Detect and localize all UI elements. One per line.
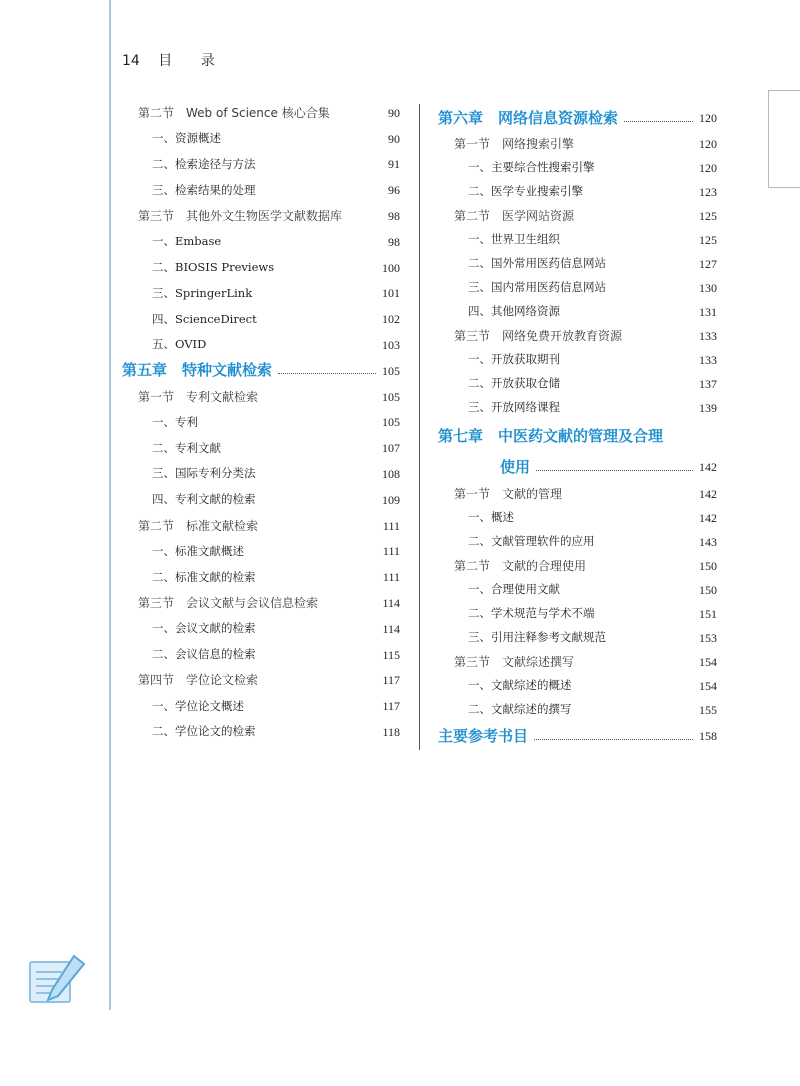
toc-entry-title: 二、BIOSIS Previews [152,259,275,274]
leader-dots [278,373,376,374]
toc-entry-title: 一、合理使用文献 [468,582,560,597]
toc-page-number: 131 [699,305,717,319]
toc-entry-title: 第二节 医学网站资源 [454,209,575,223]
toc-entry [438,674,717,698]
toc-page-number: 105 [382,415,400,430]
toc-entry-title: 使用 [500,457,531,476]
toc-entry-title: 一、专利 [152,414,198,429]
toc-entry [438,104,717,132]
toc-entry [122,177,400,203]
toc-entry [122,203,400,229]
toc-entry-title: 第三节 文献综述撰写 [454,655,575,669]
toc-entry [122,435,400,461]
toc-entry [122,719,400,745]
toc-page-number: 154 [699,679,717,693]
toc-page-number: 133 [699,329,717,343]
toc-page-number: 137 [699,377,717,391]
toc-entry-title: 第五章 特种文献检索 [122,361,273,380]
toc-entry-title: 第一节 网络搜索引擎 [454,137,575,151]
toc-entry-title: 二、标准文献的检索 [152,569,256,584]
toc-page-number: 105 [382,363,400,378]
toc-entry-title: 三、引用注释参考文献规范 [468,630,606,645]
toc-page-number: 114 [382,596,400,611]
toc-page-number: 125 [699,209,717,223]
toc-entry [438,420,717,452]
toc-entry [122,668,400,694]
toc-entry-title: 一、学位论文概述 [152,698,244,713]
toc-page-number: 105 [382,389,400,404]
toc-entry-title: 四、ScienceDirect [152,311,257,326]
toc-entry-title: 一、概述 [468,510,514,525]
toc-page-number: 118 [382,725,400,740]
toc-entry [438,578,717,602]
toc-page-number: 130 [699,281,717,295]
toc-entry [438,506,717,530]
toc-entry [438,602,717,626]
toc-entry [438,626,717,650]
toc-entry [438,156,717,180]
toc-page-number: 154 [699,655,717,669]
toc-page-number: 142 [699,487,717,501]
page-number: 14 [122,53,140,69]
toc-page-number: 102 [382,312,400,327]
toc-entry [438,650,717,674]
toc-page-number: 143 [699,535,717,549]
page-header [122,50,227,70]
toc-entry [438,482,717,506]
toc-entry-title: 三、检索结果的处理 [152,182,256,197]
toc-entry-title: 二、文献综述的撰写 [468,702,572,717]
toc-page-number: 139 [699,401,717,415]
toc-entry-title: 主要参考书目 [438,726,529,745]
edge-tab [768,90,800,188]
page-title: 目 录 [158,53,227,69]
toc-entry [438,252,717,276]
toc-entry [122,100,400,126]
toc-page-number: 90 [388,131,400,146]
toc-entry-title: 第三节 网络免费开放教育资源 [454,329,623,343]
toc-entry [438,554,717,578]
toc-entry-title: 二、学位论文的检索 [152,724,256,739]
toc-entry-title: 一、Embase [152,234,222,249]
toc-entry [438,228,717,252]
toc-entry-title: 二、文献管理软件的应用 [468,534,595,549]
toc-page-number: 153 [699,631,717,645]
toc-page-number: 155 [699,703,717,717]
toc-entry [122,616,400,642]
toc-page-number: 117 [382,673,400,688]
toc-entry [438,348,717,372]
notebook-pencil-icon [26,952,88,1010]
toc-entry [122,461,400,487]
toc-entry-title: 第一节 专利文献检索 [138,389,259,404]
toc-entry-title: 第六章 网络信息资源检索 [438,108,619,127]
toc-entry [122,229,400,255]
toc-page-number: 109 [382,492,400,507]
toc-page-number: 158 [699,729,717,743]
toc-entry-title: 二、专利文献 [152,440,221,455]
toc-entry [438,396,717,420]
toc-page-number: 150 [699,559,717,573]
toc-entry-title: 一、世界卫生组织 [468,232,560,247]
toc-page-number: 123 [699,185,717,199]
toc-entry [122,306,400,332]
toc-entry-title: 二、开放获取仓储 [468,376,560,391]
toc-page-number: 120 [699,137,717,151]
toc-page-number: 90 [388,105,400,120]
toc-entry-title: 第三节 其他外文生物医学文献数据库 [138,209,343,224]
toc-entry [438,180,717,204]
column-divider [419,104,420,750]
toc-entry [122,487,400,513]
toc-page-number: 133 [699,353,717,367]
toc-page-number: 100 [382,260,400,275]
toc-page-number: 108 [382,467,400,482]
toc-page-number: 142 [699,460,717,474]
toc-entry [122,332,400,358]
toc-entry [122,410,400,436]
toc-entry-title: 四、其他网络资源 [468,304,560,319]
toc-entry [438,324,717,348]
toc-entry [122,642,400,668]
toc-entry [122,255,400,281]
toc-page-number: 115 [382,647,400,662]
toc-entry-title: 五、OVID [152,337,207,352]
toc-entry [122,564,400,590]
toc-entry [122,152,400,178]
toc-entry [122,590,400,616]
toc-page-number: 101 [382,286,400,301]
toc-page-number: 111 [382,570,400,585]
toc-entry-title: 第一节 文献的管理 [454,487,563,501]
toc-entry-title: 第三节 会议文献与会议信息检索 [138,596,319,611]
toc-entry [122,126,400,152]
toc-entry [122,513,400,539]
toc-entry-title: 二、国外常用医药信息网站 [468,256,606,271]
toc-page-number: 111 [382,544,400,559]
toc-page-number: 142 [699,511,717,525]
toc-entry [122,358,400,384]
toc-entry-title: 一、资源概述 [152,130,221,145]
toc-entry-title: 一、会议文献的检索 [152,621,256,636]
toc-entry-title: 二、学术规范与学术不端 [468,606,595,621]
toc-entry [438,276,717,300]
toc-page-number: 120 [699,161,717,175]
toc-entry-title: 一、开放获取期刊 [468,352,560,367]
toc-entry-title: 三、SpringerLink [152,285,253,300]
toc-entry-title: 三、国际专利分类法 [152,466,256,481]
toc-entry-title: 第二节 文献的合理使用 [454,559,587,573]
toc-entry-title: 二、检索途径与方法 [152,156,256,171]
toc-page-number: 98 [388,234,400,249]
toc-page-number: 117 [382,699,400,714]
toc-entry-title: 二、会议信息的检索 [152,646,256,661]
toc-entry [122,693,400,719]
toc-entry [438,300,717,324]
toc-page-number: 107 [382,441,400,456]
toc-entry [122,384,400,410]
toc-page-number: 114 [382,621,400,636]
toc-entry [438,698,717,722]
toc-entry [438,530,717,554]
toc-entry-title: 四、专利文献的检索 [152,492,256,507]
toc-entry-title: 第二节 Web of Science 核心合集 [138,105,330,120]
toc-page-number: 91 [388,157,400,172]
toc-entry-title: 一、文献综述的概述 [468,678,572,693]
toc-entry-title: 第四节 学位论文检索 [138,673,259,688]
toc-entry [122,281,400,307]
toc-page-number: 151 [699,607,717,621]
toc-entry-title: 二、医学专业搜索引擎 [468,184,583,199]
toc-entry-title: 一、主要综合性搜索引擎 [468,160,595,175]
toc-page-number: 120 [699,111,717,125]
toc-page-number: 111 [382,518,400,533]
toc-page-number: 127 [699,257,717,271]
toc-page-number: 125 [699,233,717,247]
leader-dots [624,121,693,122]
toc-page-number: 96 [388,183,400,198]
margin-rule [109,0,111,1010]
toc-entry [122,539,400,565]
toc-page-number: 103 [382,338,400,353]
toc-entry [438,452,717,482]
toc-page-number: 150 [699,583,717,597]
toc-entry [438,204,717,228]
toc-entry [438,132,717,156]
toc-page-number: 98 [388,209,400,224]
toc-entry-title: 一、标准文献概述 [152,543,244,558]
toc-entry-title: 三、开放网络课程 [468,400,560,415]
toc-entry-title: 第二节 标准文献检索 [138,518,259,533]
leader-dots [534,739,693,740]
toc-entry [438,722,717,750]
toc-entry-title: 三、国内常用医药信息网站 [468,280,606,295]
leader-dots [536,470,693,471]
toc-entry-title: 第七章 中医药文献的管理及合理 [438,426,664,445]
toc-entry [438,372,717,396]
